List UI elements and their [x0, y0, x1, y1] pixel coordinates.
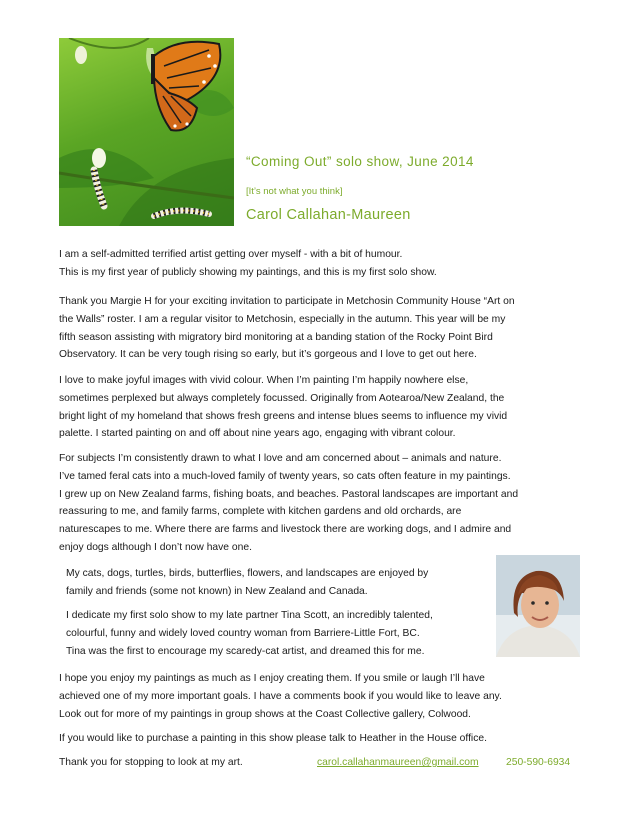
text-line: I dedicate my first solo show to my late partner Tina Scott, an incredibly talented,	[66, 610, 433, 621]
text-line: I grew up on New Zealand farms, fishing boats, and beaches. Pastoral landscapes are important and	[59, 488, 519, 500]
paragraph-intro	[59, 246, 589, 282]
text-line: naturescapes to me. Where there are farms and livestock there are working dogs, and I admire and	[59, 524, 512, 536]
paragraph-enjoyed	[66, 565, 486, 601]
text-line: sometimes perplexed but always completely focussed. Originally from Aotearoa/New Zealand, the	[59, 392, 505, 404]
thanks-text: Thank you for stopping to look at my art.	[59, 757, 243, 768]
text-line: This is my first year of publicly showing my paintings, and this is my first solo show.	[59, 266, 437, 278]
text-line: palette. I started painting on and off about nine years ago, engaging with vibrant colour.	[59, 428, 456, 440]
footer	[59, 757, 599, 768]
text-line: I love to make joyful images with vivid colour. When I’m painting I’m happily nowhere else,	[59, 375, 469, 386]
text-line: Observatory. It can be very tough rising so early, but it’s gorgeous and I love to get out here.	[59, 349, 477, 361]
text-line: Tina was the first to encourage my scaredy-cat artist, and dreamed this for me.	[66, 645, 425, 657]
email-link[interactable]: carol.callahanmaureen@gmail.com	[317, 757, 479, 768]
paragraph-subjects	[59, 450, 589, 557]
text-line: achieved one of my more important goals. I have a comments book if you would like to leave any.	[59, 690, 502, 702]
text-line: I hope you enjoy my paintings as much as I enjoy creating them. If you smile or laugh I’ll have	[59, 673, 485, 684]
text-line: the Walls” roster. I am a regular visitor to Metchosin, especially in the autumn. This year will be my	[59, 313, 506, 325]
text-line: I’ve tamed feral cats into a much-loved family of twenty years, so cats often feature in my paintings.	[59, 470, 511, 482]
butterfly-painting	[59, 38, 234, 226]
show-title: “Coming Out” solo show, June 2014	[246, 154, 474, 169]
text-line: My cats, dogs, turtles, birds, butterflies, flowers, and landscapes are enjoyed by	[66, 568, 429, 579]
paragraph-dedication	[66, 607, 486, 660]
paragraph-purchase	[59, 730, 589, 748]
artist-photo	[496, 555, 580, 657]
artist-name: Carol Callahan-Maureen	[246, 207, 411, 223]
text-line: reassuring to me, and family farms, complete with kitchen gardens and old orchards, are	[59, 506, 462, 518]
paragraph-hope	[59, 670, 589, 723]
text-line: If you would like to purchase a painting in this show please talk to Heather in the House office.	[59, 733, 487, 744]
portrait-illustration	[496, 555, 580, 657]
show-subtitle: [It’s not what you think]	[246, 186, 343, 197]
text-line: For subjects I’m consistently drawn to what I love and am concerned about – animals and nature.	[59, 453, 502, 464]
paragraph-invitation	[59, 293, 589, 364]
text-line: Thank you Margie H for your exciting invitation to participate in Metchosin Community House “Art on	[59, 296, 515, 307]
phone-number: 250-590-6934	[506, 757, 571, 768]
paragraph-colour	[59, 372, 589, 443]
text-line: enjoy dogs although I don’t now have one.	[59, 541, 252, 553]
text-line: family and friends (some not known) in New Zealand and Canada.	[66, 585, 368, 597]
text-line: bright light of my homeland that shows fresh greens and intense blues seems to influence my vivid	[59, 410, 508, 422]
monarch-butterfly-illustration	[59, 38, 234, 226]
text-line: I am a self-admitted terrified artist getting over myself - with a bit of humour.	[59, 249, 403, 260]
text-line: colourful, funny and widely loved country woman from Barriere-Little Fort, BC.	[66, 627, 420, 639]
text-line: Look out for more of my paintings in group shows at the Coast Collective gallery, Colwood.	[59, 708, 471, 720]
text-line: fifth season assisting with migratory bird monitoring at a banding station of the Rocky Point Bird	[59, 331, 493, 343]
